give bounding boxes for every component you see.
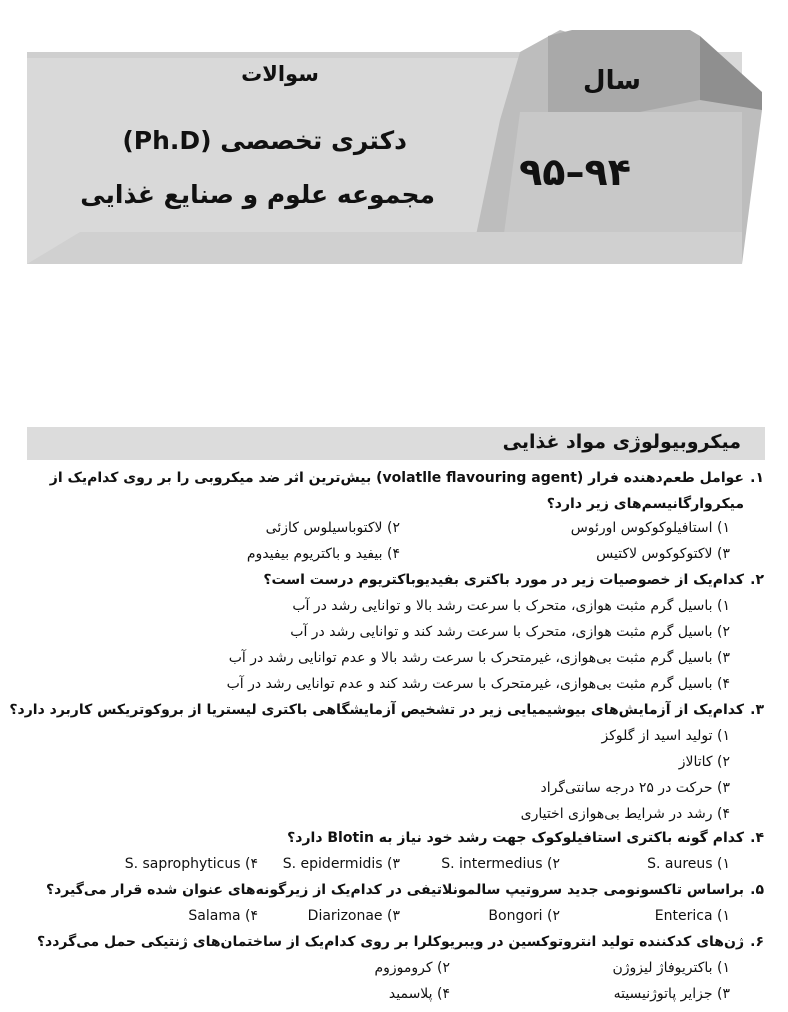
option-number: ۲) <box>547 856 560 872</box>
option-4 <box>188 908 258 924</box>
option-1: ۱) باکتریوفاژ لیزوژن <box>612 960 730 976</box>
option-3: ۳) باسیل گرم مثبت بی‌هوازی، غیرمتحرک با سرعت رشد بالا و عدم توانایی رشد در آب <box>228 650 730 666</box>
option-2: ۲) باسیل گرم مثبت هوازی، متحرک با سرعت رشد کند و توانایی رشد در آب <box>290 624 730 640</box>
option-number: ۲) <box>547 908 560 924</box>
option-text: Diarizonae <box>307 908 383 924</box>
question-number: .۴ <box>750 830 764 846</box>
option-1: ۱) تولید اسید از گلوکز <box>601 728 730 744</box>
year-value: ۹۵–۹۴ <box>519 150 631 194</box>
option-text: Salama <box>188 908 241 924</box>
question-number: .۶ <box>750 934 764 950</box>
option-3 <box>308 908 400 924</box>
option-number: ۳) <box>387 856 400 872</box>
year-label: سال <box>583 66 641 96</box>
header-banner <box>0 0 788 280</box>
header-title-line2: مجموعه علوم و صنایع غذایی <box>80 180 435 209</box>
option-2 <box>441 856 560 872</box>
option-2: ۲) کاتالاز <box>678 754 730 770</box>
option-1 <box>655 908 730 924</box>
option-number: ۳) <box>387 908 400 924</box>
question-stem: کدام‌یک از خصوصیات زیر در مورد باکتری بفیدیوباکتریوم درست است؟ <box>263 572 744 588</box>
option-2: ۲) کروموزوم <box>374 960 450 976</box>
option-number: ۱) <box>717 856 730 872</box>
question-stem: کدام گونه باکتری استافیلوکوک جهت رشد خود نیاز به Blotin دارد؟ <box>287 830 744 846</box>
option-number: ۴) <box>245 908 258 924</box>
section-title: میکروبیولوژی مواد غذایی <box>502 431 741 453</box>
option-4: ۴) پلاسمید <box>388 986 450 1002</box>
option-4 <box>125 856 258 872</box>
option-4: ۴) باسیل گرم مثبت بی‌هوازی، غیرمتحرک با سرعت رشد کند و عدم توانایی رشد در آب <box>226 676 730 692</box>
question-stem: عوامل طعم‌دهنده فرار (volatlle flavouring agent) بیش‌ترین اثر ضد میکروبی را بر روی کدام‌یک از <box>49 470 744 486</box>
option-text: Bongori <box>488 908 543 924</box>
question-stem: میکروارگانیسم‌های زیر دارد؟ <box>546 496 744 512</box>
option-2 <box>488 908 560 924</box>
option-number: ۱) <box>717 908 730 924</box>
option-1: ۱) استافیلوکوکوس اورئوس <box>570 520 730 536</box>
option-3: ۳) لاکتوکوکوس لاکتیس <box>596 546 730 562</box>
option-4: ۴) بیفید و باکتریوم بیفیدوم <box>246 546 400 562</box>
question-stem: کدام‌یک از آزمایش‌های بیوشیمیایی زیر در تشخیص آزمایشگاهی باکتری لیستریا از بروکوتریکس کاربرد دارد؟ <box>9 702 744 718</box>
option-text: S. saprophyticus <box>124 856 241 872</box>
question-number: .۳ <box>750 702 764 718</box>
option-1 <box>647 856 730 872</box>
option-4: ۴) رشد در شرایط بی‌هوازی اختیاری <box>520 806 730 822</box>
question-stem: ژن‌های کدکننده تولید انتروتوکسین در ویبریوکلرا بر روی کدام‌یک از ساختمان‌های ژنتیکی حمل می‌گردد؟ <box>36 934 744 950</box>
option-3: ۳) جزایر پاتوژنیسیته <box>613 986 730 1002</box>
option-text: S. intermedius <box>441 856 543 872</box>
section-heading-bar <box>27 427 765 460</box>
option-text: S. epidermidis <box>282 856 383 872</box>
option-1: ۱) باسیل گرم مثبت هوازی، متحرک با سرعت رشد بالا و توانایی رشد در آب <box>292 598 730 614</box>
option-3: ۳) حرکت در ۲۵ درجه سانتی‌گراد <box>540 780 730 796</box>
question-number: .۵ <box>750 882 764 898</box>
question-number: .۱ <box>750 470 764 486</box>
question-number: .۲ <box>750 572 764 588</box>
option-3 <box>283 856 400 872</box>
header-title-top: سوالات <box>241 62 319 86</box>
option-text: Enterica <box>654 908 713 924</box>
option-text: S. aureus <box>647 856 713 872</box>
header-title-line1: دکتری تخصصی (Ph.D) <box>122 126 407 155</box>
option-number: ۴) <box>245 856 258 872</box>
question-stem: براساس تاکسونومی جدید سروتیپ سالمونلاتیفی در کدام‌یک از زیرگونه‌های عنوان شده قرار می‌گیرد؟ <box>45 882 744 898</box>
option-2: ۲) لاکتوباسیلوس کازئی <box>265 520 400 536</box>
